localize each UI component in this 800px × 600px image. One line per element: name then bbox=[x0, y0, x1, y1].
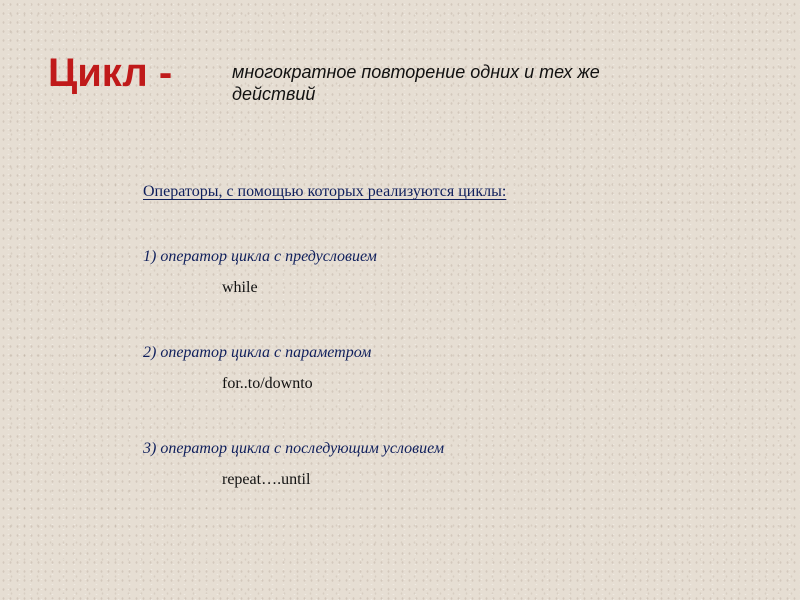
loop-operator-while bbox=[143, 246, 703, 299]
slide-title: Цикл - bbox=[48, 51, 173, 95]
operators-heading: Операторы, с помощью которых реализуются циклы: bbox=[143, 183, 507, 200]
loop-definition: многократное повторение одних и тех же действий bbox=[232, 62, 600, 104]
loop-operator-for bbox=[143, 342, 703, 395]
loop-keyword: repeat….until bbox=[222, 471, 311, 488]
loop-operator-label: 1) оператор цикла с предусловием bbox=[143, 248, 377, 265]
loop-keyword: for..to/downto bbox=[222, 375, 313, 392]
loop-operators-list bbox=[143, 246, 703, 491]
loop-operators-section bbox=[143, 181, 703, 491]
loop-operator-repeat bbox=[143, 438, 703, 491]
loop-operator-label: 3) оператор цикла с последующим условием bbox=[143, 440, 445, 457]
loop-keyword: while bbox=[222, 279, 258, 296]
loop-operator-label: 2) оператор цикла с параметром bbox=[143, 344, 372, 361]
